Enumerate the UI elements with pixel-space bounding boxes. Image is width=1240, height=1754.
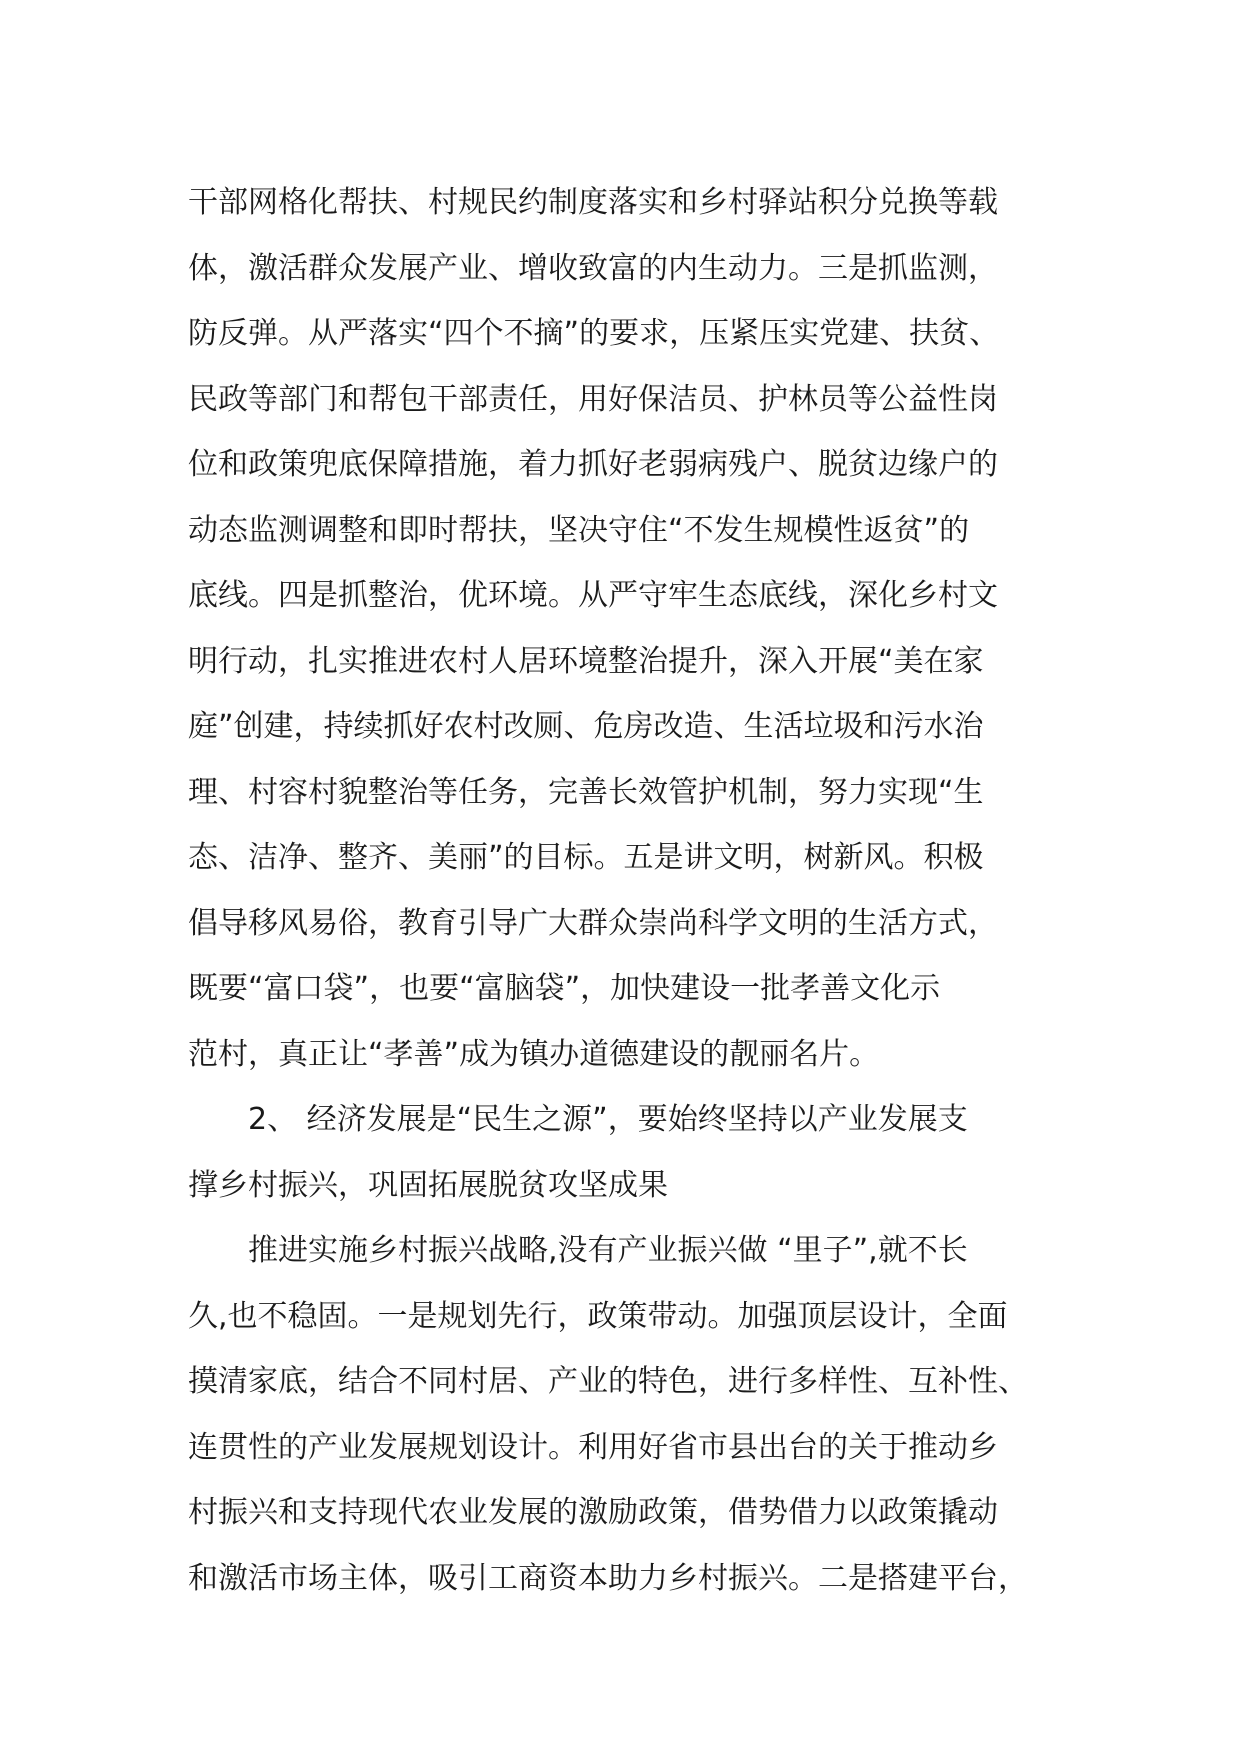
text-line: 范村，真正让“孝善”成为镇办道德建设的靓丽名片。: [188, 1036, 880, 1072]
paragraph-first-line: 推进实施乡村振兴战略,没有产业振兴做 “里子”,就不长: [248, 1233, 968, 1268]
section-heading-line: 2、 经济发展是“民生之源”，要始终坚持以产业发展支: [248, 1102, 968, 1137]
text-line: 底线。四是抓整治，优环境。从严守牢生态底线，深化乡村文: [188, 578, 998, 613]
text-line: 民政等部门和帮包干部责任，用好保洁员、护林员等公益性岗: [188, 381, 998, 417]
text-line: 既要“富口袋”，也要“富脑袋”，加快建设一批孝善文化示: [188, 971, 941, 1006]
text-line: 村振兴和支持现代农业发展的激励政策，借势借力以政策撬动: [188, 1495, 998, 1530]
text-line: 态、洁净、整齐、美丽”的目标。五是讲文明，树新风。积极: [188, 840, 984, 875]
text-line: 倡导移风易俗，教育引导广大群众崇尚科学文明的生活方式，: [188, 905, 998, 941]
text-line: 防反弹。从严落实“四个不摘”的要求，压紧压实党建、扶贫、: [188, 316, 1000, 351]
text-line: 久,也不稳固。一是规划先行，政策带动。加强顶层设计，全面: [188, 1298, 1008, 1334]
text-line: 和激活市场主体，吸引工商资本助力乡村振兴。二是搭建平台，: [188, 1560, 1028, 1596]
text-line: 体，激活群众发展产业、增收致富的内生动力。三是抓监测，: [188, 250, 998, 286]
text-line: 理、村容村貌整治等任务，完善长效管护机制，努力实现“生: [188, 774, 984, 810]
section-heading-line: 撑乡村振兴，巩固拓展脱贫攻坚成果: [188, 1167, 668, 1203]
text-line: 摸清家底，结合不同村居、产业的特色，进行多样性、互补性、: [188, 1364, 1028, 1399]
text-line: 庭”创建，持续抓好农村改厕、危房改造、生活垃圾和污水治: [188, 709, 984, 744]
text-line: 干部网格化帮扶、村规民约制度落实和乡村驿站积分兑换等载: [188, 185, 998, 220]
text-line: 位和政策兜底保障措施，着力抓好老弱病残户、脱贫边缘户的: [188, 447, 998, 482]
body-text: [188, 170, 1068, 1611]
text-line: 连贯性的产业发展规划设计。利用好省市县出台的关于推动乡: [188, 1429, 998, 1465]
text-line: 明行动，扎实推进农村人居环境整治提升，深入开展“美在家: [188, 643, 984, 679]
text-line: 动态监测调整和即时帮扶，坚决守住“不发生规模性返贫”的: [188, 512, 970, 548]
